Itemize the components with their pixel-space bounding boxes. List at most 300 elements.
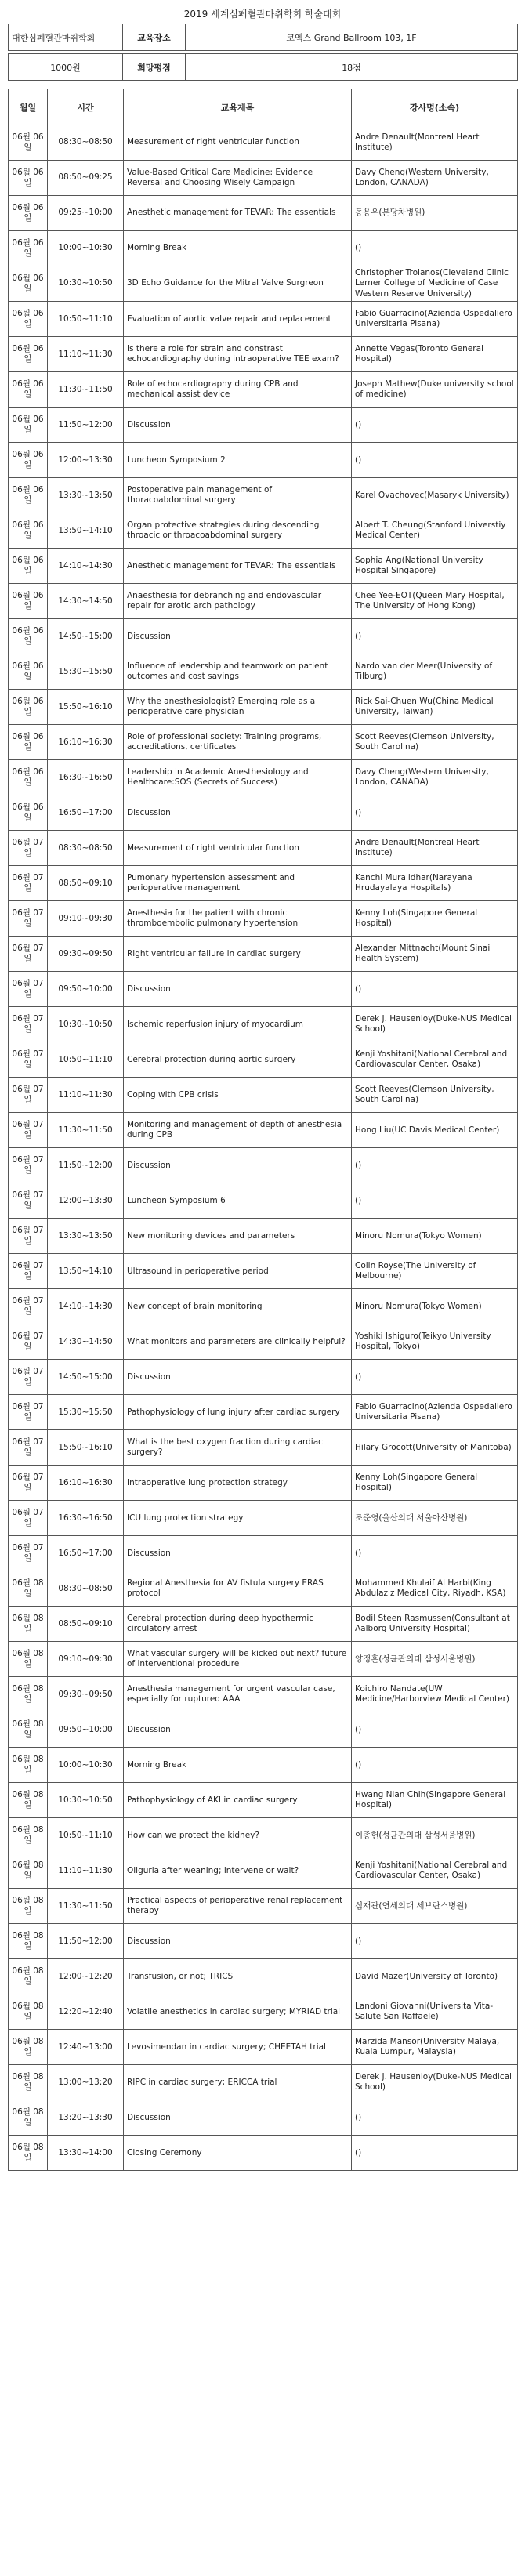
session-date: 06월 08일 bbox=[9, 1994, 48, 2030]
session-time: 11:10~11:30 bbox=[48, 1078, 124, 1113]
session-speaker: Chee Yee-EOT(Queen Mary Hospital, The University of Hong Kong) bbox=[352, 584, 518, 619]
session-speaker: Kenji Yoshitani(National Cerebral and Cardiovascular Center, Osaka) bbox=[352, 1042, 518, 1078]
schedule-body bbox=[9, 125, 518, 2171]
session-topic: Morning Break bbox=[124, 231, 352, 266]
organizer-name: 대한심폐혈관마취학회 bbox=[9, 24, 123, 51]
session-speaker: () bbox=[352, 1712, 518, 1748]
session-speaker: Davy Cheng(Western University, London, CANADA) bbox=[352, 161, 518, 196]
session-speaker: Yoshiki Ishiguro(Teikyo University Hospital, Tokyo) bbox=[352, 1324, 518, 1360]
session-date: 06월 06일 bbox=[9, 619, 48, 654]
session-date: 06월 07일 bbox=[9, 1042, 48, 1078]
schedule-row bbox=[9, 1712, 518, 1748]
session-speaker: Fabio Guarracino(Azienda Ospedaliero Universitaria Pisana) bbox=[352, 1395, 518, 1430]
schedule-row bbox=[9, 1536, 518, 1571]
schedule-row bbox=[9, 1889, 518, 1924]
session-topic: Monitoring and management of depth of anesthesia during CPB bbox=[124, 1113, 352, 1148]
session-topic: Practical aspects of perioperative renal replacement therapy bbox=[124, 1889, 352, 1924]
session-speaker: 조준영(울산의대 서울아산병원) bbox=[352, 1501, 518, 1536]
session-date: 06월 08일 bbox=[9, 2136, 48, 2171]
session-time: 13:30~13:50 bbox=[48, 478, 124, 513]
session-speaker: 이종헌(성균관의대 삼성서울병원) bbox=[352, 1818, 518, 1853]
session-topic: Measurement of right ventricular function bbox=[124, 831, 352, 866]
session-date: 06월 08일 bbox=[9, 1783, 48, 1818]
session-speaker: Alexander Mittnacht(Mount Sinai Health System) bbox=[352, 937, 518, 972]
schedule-row bbox=[9, 372, 518, 408]
session-date: 06월 06일 bbox=[9, 443, 48, 478]
session-date: 06월 08일 bbox=[9, 1748, 48, 1783]
session-topic: Organ protective strategies during descending throacic or throacoabdominal surgery bbox=[124, 513, 352, 549]
session-topic: Influence of leadership and teamwork on patient outcomes and cost savings bbox=[124, 654, 352, 690]
session-topic: RIPC in cardiac surgery; ERICCA trial bbox=[124, 2065, 352, 2100]
session-date: 06월 07일 bbox=[9, 1395, 48, 1430]
session-speaker: Minoru Nomura(Tokyo Women) bbox=[352, 1219, 518, 1254]
session-topic: Ultrasound in perioperative period bbox=[124, 1254, 352, 1289]
session-speaker: Scott Reeves(Clemson University, South Carolina) bbox=[352, 1078, 518, 1113]
schedule-row bbox=[9, 795, 518, 831]
schedule-row bbox=[9, 1853, 518, 1889]
session-topic: Volatile anesthetics in cardiac surgery; MYRIAD trial bbox=[124, 1994, 352, 2030]
session-date: 06월 06일 bbox=[9, 690, 48, 725]
session-topic: Discussion bbox=[124, 408, 352, 443]
session-topic: Intraoperative lung protection strategy bbox=[124, 1466, 352, 1501]
session-speaker: Minoru Nomura(Tokyo Women) bbox=[352, 1289, 518, 1324]
schedule-row bbox=[9, 1748, 518, 1783]
session-speaker: Sophia Ang(National University Hospital Singapore) bbox=[352, 549, 518, 584]
session-date: 06월 07일 bbox=[9, 1254, 48, 1289]
session-time: 08:30~08:50 bbox=[48, 125, 124, 161]
column-header-topic: 교육제목 bbox=[124, 89, 352, 125]
schedule-row bbox=[9, 1642, 518, 1677]
session-speaker: Bodil Steen Rasmussen(Consultant at Aalborg University Hospital) bbox=[352, 1607, 518, 1642]
session-topic: New monitoring devices and parameters bbox=[124, 1219, 352, 1254]
session-time: 08:50~09:10 bbox=[48, 1607, 124, 1642]
session-speaker: Joseph Mathew(Duke university school of medicine) bbox=[352, 372, 518, 408]
schedule-row bbox=[9, 266, 518, 302]
session-time: 16:30~16:50 bbox=[48, 1501, 124, 1536]
session-topic: Role of professional society: Training programs, accreditations, certificates bbox=[124, 725, 352, 760]
session-topic: Morning Break bbox=[124, 1748, 352, 1783]
schedule-row bbox=[9, 408, 518, 443]
event-info-table bbox=[8, 24, 518, 81]
session-speaker: Kenny Loh(Singapore General Hospital) bbox=[352, 901, 518, 937]
session-time: 16:10~16:30 bbox=[48, 725, 124, 760]
schedule-row bbox=[9, 2100, 518, 2136]
session-speaker: 동용우(분당차병원) bbox=[352, 196, 518, 231]
session-date: 06월 06일 bbox=[9, 266, 48, 302]
session-date: 06월 07일 bbox=[9, 1430, 48, 1466]
session-time: 13:00~13:20 bbox=[48, 2065, 124, 2100]
session-topic: What monitors and parameters are clinically helpful? bbox=[124, 1324, 352, 1360]
session-topic: What vascular surgery will be kicked out next? future of interventional procedure bbox=[124, 1642, 352, 1677]
schedule-row bbox=[9, 831, 518, 866]
session-speaker: () bbox=[352, 1148, 518, 1183]
schedule-row bbox=[9, 1360, 518, 1395]
session-time: 16:10~16:30 bbox=[48, 1466, 124, 1501]
session-date: 06월 08일 bbox=[9, 1642, 48, 1677]
session-time: 16:30~16:50 bbox=[48, 760, 124, 795]
session-date: 06월 08일 bbox=[9, 1607, 48, 1642]
session-speaker: Davy Cheng(Western University, London, CANADA) bbox=[352, 760, 518, 795]
session-date: 06월 06일 bbox=[9, 408, 48, 443]
session-speaker: Landoni Giovanni(Universita Vita-Salute San Raffaele) bbox=[352, 1994, 518, 2030]
venue-label: 교육장소 bbox=[123, 24, 186, 51]
session-time: 10:30~10:50 bbox=[48, 266, 124, 302]
schedule-row bbox=[9, 161, 518, 196]
session-topic: Coping with CPB crisis bbox=[124, 1078, 352, 1113]
session-speaker: Karel Ovachovec(Masaryk University) bbox=[352, 478, 518, 513]
session-time: 13:30~13:50 bbox=[48, 1219, 124, 1254]
session-date: 06월 07일 bbox=[9, 866, 48, 901]
session-time: 16:50~17:00 bbox=[48, 795, 124, 831]
session-speaker: Kenji Yoshitani(National Cerebral and Cardiovascular Center, Osaka) bbox=[352, 1853, 518, 1889]
session-topic: Discussion bbox=[124, 1924, 352, 1959]
schedule-row bbox=[9, 1783, 518, 1818]
session-date: 06월 08일 bbox=[9, 2030, 48, 2065]
session-date: 06월 06일 bbox=[9, 125, 48, 161]
session-speaker: () bbox=[352, 443, 518, 478]
session-date: 06월 06일 bbox=[9, 302, 48, 337]
session-speaker: Scott Reeves(Clemson University, South Carolina) bbox=[352, 725, 518, 760]
session-speaker: () bbox=[352, 1748, 518, 1783]
schedule-row bbox=[9, 1007, 518, 1042]
session-date: 06월 07일 bbox=[9, 1501, 48, 1536]
session-time: 12:00~13:30 bbox=[48, 443, 124, 478]
session-speaker: Rick Sai-Chuen Wu(China Medical University, Taiwan) bbox=[352, 690, 518, 725]
schedule-row bbox=[9, 513, 518, 549]
session-topic: Role of echocardiography during CPB and mechanical assist device bbox=[124, 372, 352, 408]
session-topic: What is the best oxygen fraction during cardiac surgery? bbox=[124, 1430, 352, 1466]
session-topic: Leadership in Academic Anesthesiology and Healthcare:SOS (Secrets of Success) bbox=[124, 760, 352, 795]
session-topic: ICU lung protection strategy bbox=[124, 1501, 352, 1536]
session-time: 12:00~12:20 bbox=[48, 1959, 124, 1994]
session-time: 09:10~09:30 bbox=[48, 1642, 124, 1677]
session-topic: Right ventricular failure in cardiac surgery bbox=[124, 937, 352, 972]
session-time: 14:10~14:30 bbox=[48, 1289, 124, 1324]
session-speaker: Hong Liu(UC Davis Medical Center) bbox=[352, 1113, 518, 1148]
session-time: 09:10~09:30 bbox=[48, 901, 124, 937]
session-time: 11:10~11:30 bbox=[48, 337, 124, 372]
session-date: 06월 06일 bbox=[9, 760, 48, 795]
schedule-row bbox=[9, 1571, 518, 1607]
schedule-row bbox=[9, 302, 518, 337]
session-time: 14:50~15:00 bbox=[48, 619, 124, 654]
schedule-row bbox=[9, 1042, 518, 1078]
column-header-time: 시간 bbox=[48, 89, 124, 125]
schedule-row bbox=[9, 1183, 518, 1219]
session-speaker: Koichiro Nandate(UW Medicine/Harborview Medical Center) bbox=[352, 1677, 518, 1712]
schedule-row bbox=[9, 760, 518, 795]
session-time: 09:30~09:50 bbox=[48, 1677, 124, 1712]
session-topic: Discussion bbox=[124, 1148, 352, 1183]
session-topic: Anesthesia management for urgent vascular case, especially for ruptured AAA bbox=[124, 1677, 352, 1712]
session-date: 06월 07일 bbox=[9, 1324, 48, 1360]
session-date: 06월 07일 bbox=[9, 1466, 48, 1501]
session-date: 06월 06일 bbox=[9, 161, 48, 196]
schedule-row bbox=[9, 1324, 518, 1360]
session-speaker: () bbox=[352, 2136, 518, 2171]
session-topic: Discussion bbox=[124, 795, 352, 831]
schedule-row bbox=[9, 1078, 518, 1113]
session-time: 08:50~09:10 bbox=[48, 866, 124, 901]
column-header-date: 월일 bbox=[9, 89, 48, 125]
session-topic: Anesthetic management for TEVAR: The essentials bbox=[124, 549, 352, 584]
session-date: 06월 07일 bbox=[9, 1536, 48, 1571]
session-time: 15:30~15:50 bbox=[48, 1395, 124, 1430]
schedule-row bbox=[9, 196, 518, 231]
session-date: 06월 08일 bbox=[9, 1712, 48, 1748]
session-speaker: () bbox=[352, 408, 518, 443]
session-speaker: Hilary Grocott(University of Manitoba) bbox=[352, 1430, 518, 1466]
session-date: 06월 07일 bbox=[9, 831, 48, 866]
session-speaker: () bbox=[352, 619, 518, 654]
schedule-row bbox=[9, 1818, 518, 1853]
schedule-row bbox=[9, 972, 518, 1007]
session-time: 14:30~14:50 bbox=[48, 584, 124, 619]
session-date: 06월 08일 bbox=[9, 1924, 48, 1959]
session-time: 11:30~11:50 bbox=[48, 372, 124, 408]
session-speaker: Albert T. Cheung(Stanford Universtiy Medical Center) bbox=[352, 513, 518, 549]
schedule-row bbox=[9, 1959, 518, 1994]
session-date: 06월 08일 bbox=[9, 1889, 48, 1924]
session-speaker: Hwang Nian Chih(Singapore General Hospital) bbox=[352, 1783, 518, 1818]
session-speaker: () bbox=[352, 795, 518, 831]
session-time: 11:50~12:00 bbox=[48, 1148, 124, 1183]
session-topic: Closing Ceremony bbox=[124, 2136, 352, 2171]
session-speaker: Marzida Mansor(University Malaya, Kuala Lumpur, Malaysia) bbox=[352, 2030, 518, 2065]
session-topic: Discussion bbox=[124, 619, 352, 654]
schedule-row bbox=[9, 337, 518, 372]
session-date: 06월 07일 bbox=[9, 1219, 48, 1254]
session-time: 10:30~10:50 bbox=[48, 1783, 124, 1818]
session-date: 06월 08일 bbox=[9, 1959, 48, 1994]
schedule-row bbox=[9, 1994, 518, 2030]
session-time: 14:30~14:50 bbox=[48, 1324, 124, 1360]
column-header-speaker: 강사명(소속) bbox=[352, 89, 518, 125]
session-topic: Oliguria after weaning; intervene or wait? bbox=[124, 1853, 352, 1889]
session-time: 12:20~12:40 bbox=[48, 1994, 124, 2030]
session-date: 06월 06일 bbox=[9, 372, 48, 408]
session-time: 11:10~11:30 bbox=[48, 1853, 124, 1889]
session-speaker: Colin Royse(The University of Melbourne) bbox=[352, 1254, 518, 1289]
session-topic: Cerebral protection during deep hypothermic circulatory arrest bbox=[124, 1607, 352, 1642]
session-time: 13:30~14:00 bbox=[48, 2136, 124, 2171]
page-title: 2019 세계심폐혈관마취학회 학술대회 bbox=[183, 9, 342, 20]
schedule-row bbox=[9, 1254, 518, 1289]
schedule-row bbox=[9, 478, 518, 513]
session-time: 10:50~11:10 bbox=[48, 1818, 124, 1853]
session-time: 09:25~10:00 bbox=[48, 196, 124, 231]
session-topic: Transfusion, or not; TRICS bbox=[124, 1959, 352, 1994]
session-date: 06월 06일 bbox=[9, 795, 48, 831]
session-topic: How can we protect the kidney? bbox=[124, 1818, 352, 1853]
session-date: 06월 07일 bbox=[9, 1078, 48, 1113]
session-time: 10:00~10:30 bbox=[48, 1748, 124, 1783]
session-date: 06월 06일 bbox=[9, 654, 48, 690]
session-topic: Ischemic reperfusion injury of myocardium bbox=[124, 1007, 352, 1042]
schedule-row bbox=[9, 1466, 518, 1501]
session-date: 06월 07일 bbox=[9, 1183, 48, 1219]
schedule-row bbox=[9, 690, 518, 725]
schedule-row bbox=[9, 866, 518, 901]
schedule-row bbox=[9, 443, 518, 478]
session-date: 06월 08일 bbox=[9, 1571, 48, 1607]
session-date: 06월 06일 bbox=[9, 549, 48, 584]
session-date: 06월 08일 bbox=[9, 1853, 48, 1889]
schedule-row bbox=[9, 1430, 518, 1466]
session-date: 06월 07일 bbox=[9, 901, 48, 937]
session-time: 08:30~08:50 bbox=[48, 1571, 124, 1607]
session-speaker: () bbox=[352, 1183, 518, 1219]
session-time: 12:00~13:30 bbox=[48, 1183, 124, 1219]
session-speaker: () bbox=[352, 972, 518, 1007]
session-date: 06월 06일 bbox=[9, 231, 48, 266]
session-speaker: Annette Vegas(Toronto General Hospital) bbox=[352, 337, 518, 372]
session-time: 13:50~14:10 bbox=[48, 513, 124, 549]
session-topic: Discussion bbox=[124, 2100, 352, 2136]
session-topic: 3D Echo Guidance for the Mitral Valve Surgreon bbox=[124, 266, 352, 302]
session-topic: Discussion bbox=[124, 1360, 352, 1395]
schedule-table bbox=[8, 89, 518, 2171]
fee-value: 1000원 bbox=[9, 54, 123, 81]
schedule-row bbox=[9, 619, 518, 654]
schedule-row bbox=[9, 1924, 518, 1959]
session-topic: Pathophysiology of lung injury after cardiac surgery bbox=[124, 1395, 352, 1430]
session-topic: Discussion bbox=[124, 1536, 352, 1571]
session-speaker: () bbox=[352, 1924, 518, 1959]
schedule-row bbox=[9, 2030, 518, 2065]
session-time: 11:50~12:00 bbox=[48, 408, 124, 443]
schedule-row bbox=[9, 1113, 518, 1148]
schedule-row bbox=[9, 1395, 518, 1430]
session-topic: Cerebral protection during aortic surgery bbox=[124, 1042, 352, 1078]
session-time: 09:50~10:00 bbox=[48, 972, 124, 1007]
schedule-row bbox=[9, 937, 518, 972]
schedule-row bbox=[9, 1289, 518, 1324]
info-row-venue bbox=[9, 24, 518, 51]
session-topic: Evaluation of aortic valve repair and replacement bbox=[124, 302, 352, 337]
session-speaker: () bbox=[352, 231, 518, 266]
schedule-row bbox=[9, 584, 518, 619]
schedule-row bbox=[9, 231, 518, 266]
session-time: 14:50~15:00 bbox=[48, 1360, 124, 1395]
session-topic: Anesthesia for the patient with chronic thromboembolic pulmonary hypertension bbox=[124, 901, 352, 937]
session-time: 08:50~09:25 bbox=[48, 161, 124, 196]
session-topic: New concept of brain monitoring bbox=[124, 1289, 352, 1324]
session-time: 11:50~12:00 bbox=[48, 1924, 124, 1959]
session-date: 06월 06일 bbox=[9, 725, 48, 760]
session-time: 10:00~10:30 bbox=[48, 231, 124, 266]
session-speaker: Derek J. Hausenloy(Duke-NUS Medical School) bbox=[352, 1007, 518, 1042]
schedule-row bbox=[9, 1148, 518, 1183]
schedule-row bbox=[9, 2136, 518, 2171]
session-time: 09:50~10:00 bbox=[48, 1712, 124, 1748]
schedule-row bbox=[9, 1219, 518, 1254]
session-date: 06월 06일 bbox=[9, 584, 48, 619]
session-time: 15:50~16:10 bbox=[48, 690, 124, 725]
session-speaker: 양정훈(성균관의대 삼성서울병원) bbox=[352, 1642, 518, 1677]
session-topic: Pathophysiology of AKI in cardiac surgery bbox=[124, 1783, 352, 1818]
session-speaker: Fabio Guarracino(Azienda Ospedaliero Universitaria Pisana) bbox=[352, 302, 518, 337]
session-time: 08:30~08:50 bbox=[48, 831, 124, 866]
session-speaker: Christopher Troianos(Cleveland Clinic Lerner College of Medicine of Case Western Reserve University) bbox=[352, 266, 518, 302]
session-topic: Levosimendan in cardiac surgery; CHEETAH trial bbox=[124, 2030, 352, 2065]
session-time: 10:50~11:10 bbox=[48, 1042, 124, 1078]
session-speaker: () bbox=[352, 1360, 518, 1395]
session-speaker: Nardo van der Meer(University of Tilburg) bbox=[352, 654, 518, 690]
session-date: 06월 06일 bbox=[9, 196, 48, 231]
session-time: 13:20~13:30 bbox=[48, 2100, 124, 2136]
session-speaker: () bbox=[352, 1536, 518, 1571]
session-speaker: Derek J. Hausenloy(Duke-NUS Medical School) bbox=[352, 2065, 518, 2100]
venue-value: 코엑스 Grand Ballroom 103, 1F bbox=[186, 24, 518, 51]
session-topic: Is there a role for strain and constrast echocardiography during intraoperative TEE exam? bbox=[124, 337, 352, 372]
session-time: 09:30~09:50 bbox=[48, 937, 124, 972]
session-speaker: () bbox=[352, 2100, 518, 2136]
session-time: 15:30~15:50 bbox=[48, 654, 124, 690]
points-value: 18점 bbox=[186, 54, 518, 81]
session-speaker: Mohammed Khulaif Al Harbi(King Abdulaziz Medical City, Riyadh, KSA) bbox=[352, 1571, 518, 1607]
session-topic: Luncheon Symposium 6 bbox=[124, 1183, 352, 1219]
session-topic: Why the anesthesiologist? Emerging role as a perioperative care physician bbox=[124, 690, 352, 725]
session-topic: Anesthetic management for TEVAR: The essentials bbox=[124, 196, 352, 231]
session-date: 06월 08일 bbox=[9, 1818, 48, 1853]
info-row-fee bbox=[9, 54, 518, 81]
session-time: 10:50~11:10 bbox=[48, 302, 124, 337]
session-time: 14:10~14:30 bbox=[48, 549, 124, 584]
session-date: 06월 06일 bbox=[9, 478, 48, 513]
session-topic: Pumonary hypertension assessment and perioperative management bbox=[124, 866, 352, 901]
session-time: 13:50~14:10 bbox=[48, 1254, 124, 1289]
session-time: 11:30~11:50 bbox=[48, 1889, 124, 1924]
session-speaker: David Mazer(University of Toronto) bbox=[352, 1959, 518, 1994]
session-time: 16:50~17:00 bbox=[48, 1536, 124, 1571]
session-date: 06월 08일 bbox=[9, 2065, 48, 2100]
session-speaker: Andre Denault(Montreal Heart Institute) bbox=[352, 831, 518, 866]
schedule-row bbox=[9, 2065, 518, 2100]
session-speaker: Andre Denault(Montreal Heart Institute) bbox=[352, 125, 518, 161]
schedule-row bbox=[9, 125, 518, 161]
session-date: 06월 07일 bbox=[9, 1289, 48, 1324]
session-speaker: 심재관(연세의대 세브란스병원) bbox=[352, 1889, 518, 1924]
session-date: 06월 07일 bbox=[9, 937, 48, 972]
session-date: 06월 06일 bbox=[9, 337, 48, 372]
session-time: 12:40~13:00 bbox=[48, 2030, 124, 2065]
session-date: 06월 08일 bbox=[9, 2100, 48, 2136]
session-topic: Anaesthesia for debranching and endovascular repair for arotic arch pathology bbox=[124, 584, 352, 619]
session-date: 06월 07일 bbox=[9, 972, 48, 1007]
schedule-row bbox=[9, 1607, 518, 1642]
session-date: 06월 06일 bbox=[9, 513, 48, 549]
session-date: 06월 07일 bbox=[9, 1360, 48, 1395]
session-time: 15:50~16:10 bbox=[48, 1430, 124, 1466]
session-topic: Value-Based Critical Care Medicine: Evidence Reversal and Choosing Wisely Campaign bbox=[124, 161, 352, 196]
schedule-row bbox=[9, 1677, 518, 1712]
session-time: 11:30~11:50 bbox=[48, 1113, 124, 1148]
session-date: 06월 07일 bbox=[9, 1148, 48, 1183]
schedule-row bbox=[9, 1501, 518, 1536]
session-time: 10:30~10:50 bbox=[48, 1007, 124, 1042]
schedule-row bbox=[9, 549, 518, 584]
session-speaker: Kanchi Muralidhar(Narayana Hrudayalaya Hospitals) bbox=[352, 866, 518, 901]
session-topic: Measurement of right ventricular function bbox=[124, 125, 352, 161]
schedule-row bbox=[9, 725, 518, 760]
session-topic: Discussion bbox=[124, 1712, 352, 1748]
points-label: 희망평점 bbox=[123, 54, 186, 81]
session-speaker: Kenny Loh(Singapore General Hospital) bbox=[352, 1466, 518, 1501]
session-topic: Regional Anesthesia for AV fistula surgery ERAS protocol bbox=[124, 1571, 352, 1607]
session-topic: Luncheon Symposium 2 bbox=[124, 443, 352, 478]
schedule-header-row bbox=[9, 89, 518, 125]
